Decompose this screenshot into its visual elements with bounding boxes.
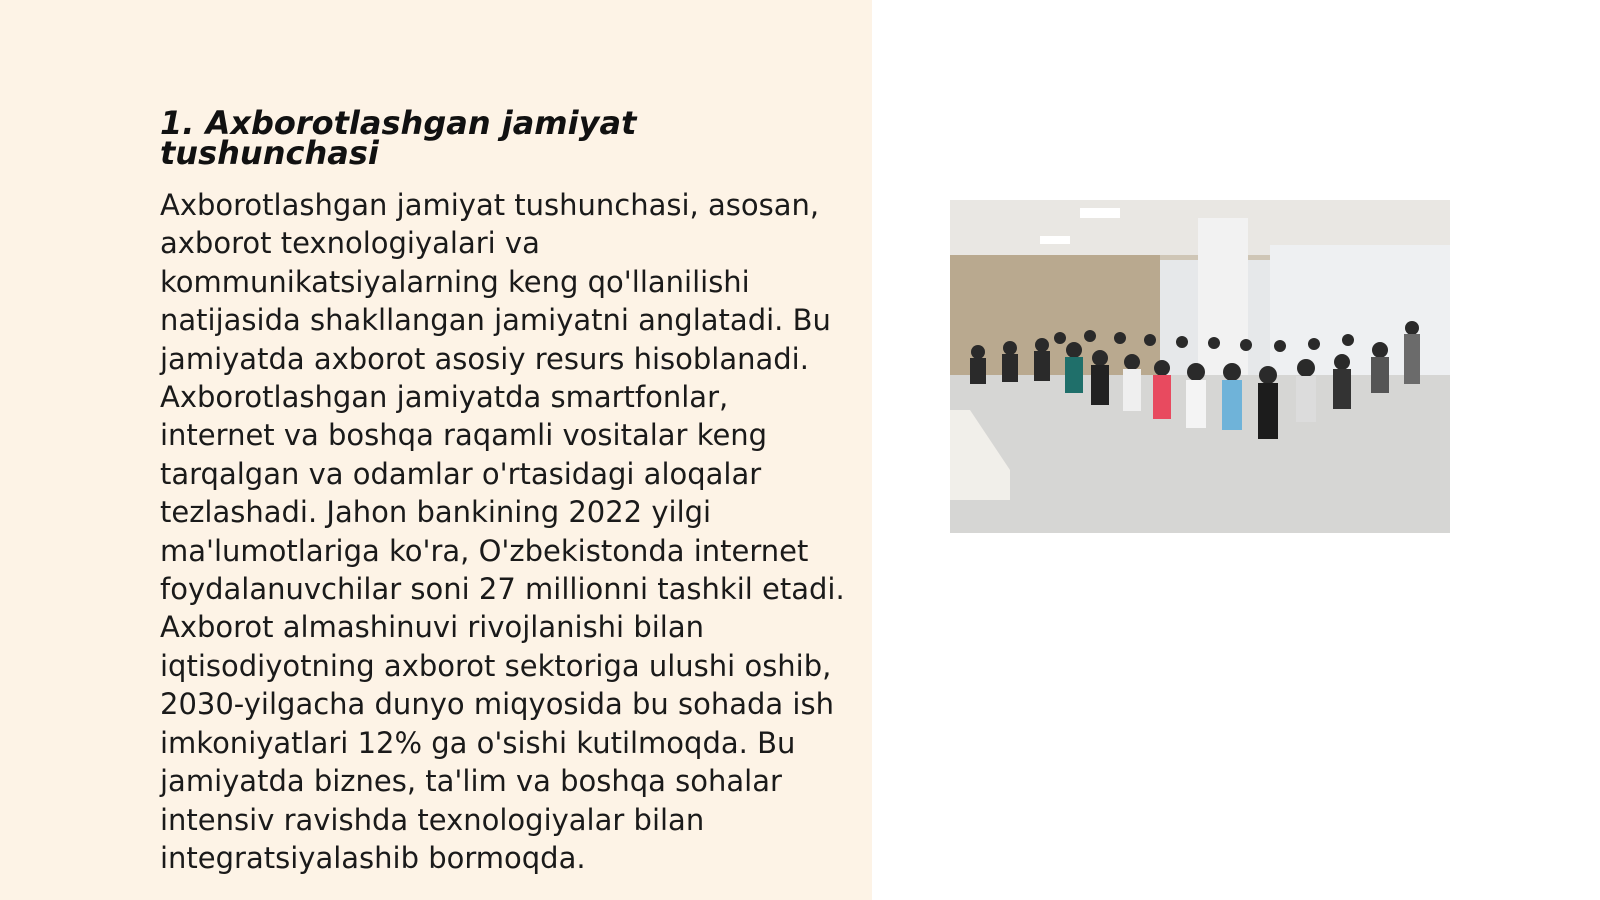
- audience-photo: [950, 200, 1450, 533]
- slide-heading: 1. Axborotlashgan jamiyat tushunchasi: [160, 104, 637, 172]
- slide-body-text: Axborotlashgan jamiyat tushunchasi, asosan, axborot texnologiyalari va kommunikatsiyalarning keng qo'llanilishi natijasida shakllangan jamiyatni anglatadi. Bu jamiyatda axborot asosiy resurs hisoblanadi. Axborotlashgan jamiyatda smartfonlar, internet va boshqa raqamli vositalar keng tarqalgan va odamlar o'rtasidagi aloqalar tezlashadi. Jahon bankining 2022 yilgi ma'lumotlariga ko'ra, O'zbekistonda internet foydalanuvchilar soni 27 millionni tashkil etadi. Axborot almashinuvi rivojlanishi bilan iqtisodiyotning axborot sektoriga ulushi oshib, 2030-yilgacha dunyo miqyosida bu sohada ish imkoniyatlari 12% ga o'sishi kutilmoqda. Bu jamiyatda biznes, ta'lim va boshqa sohalar intensiv ravishda texnologiyalar bilan integratsiyalashib bormoqda.: [160, 188, 845, 875]
